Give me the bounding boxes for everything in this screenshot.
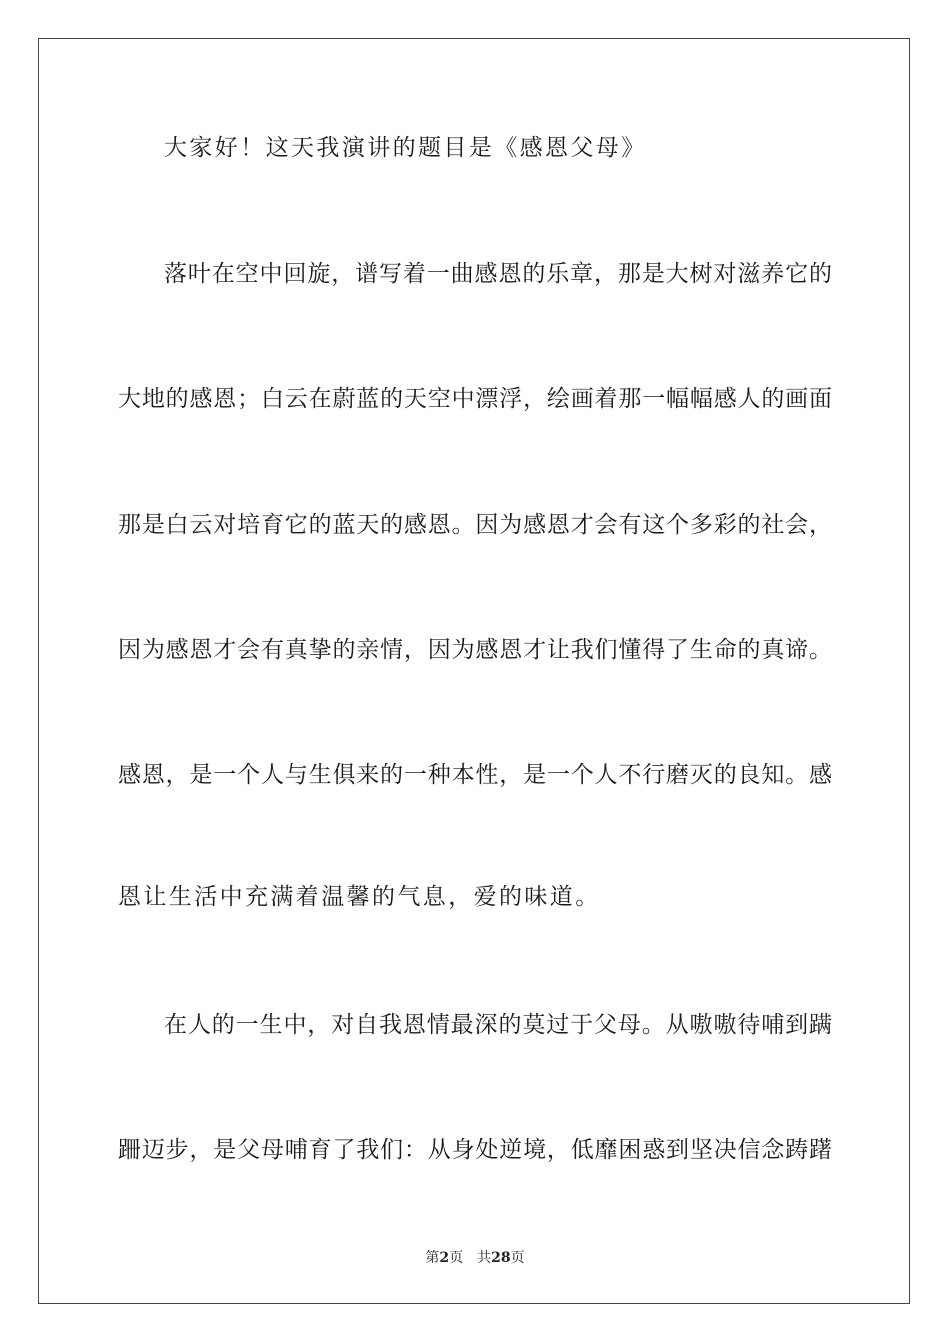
text-line-7: 恩让生活中充满着温馨的气息，爱的味道。: [118, 884, 601, 910]
total-label-prefix: 共: [477, 1250, 492, 1266]
text-line-1: 大家好！这天我演讲的题目是《感恩父母》: [164, 135, 647, 161]
text-line-2: 落叶在空中回旋，谱写着一曲感恩的乐章，那是大树对滋养它的: [164, 261, 832, 287]
page-label-suffix: 页: [449, 1250, 464, 1266]
text-line-6: 感恩，是一个人与生俱来的一种本性，是一个人不行磨灭的良知。感: [118, 762, 832, 788]
page-frame: [38, 38, 910, 1304]
total-label-suffix: 页: [510, 1250, 525, 1266]
text-line-9: 跚迈步，是父母哺育了我们：从身处逆境，低靡困惑到坚决信念踌躇: [118, 1137, 832, 1163]
page-label-prefix: 第: [425, 1250, 440, 1266]
text-line-8: 在人的一生中，对自我恩情最深的莫过于父母。从嗷嗷待哺到蹒: [164, 1012, 832, 1038]
text-line-5: 因为感恩才会有真挚的亲情，因为感恩才让我们懂得了生命的真谛。: [118, 637, 832, 663]
page-number: 2: [439, 1250, 450, 1266]
text-line-3: 大地的感恩；白云在蔚蓝的天空中漂浮，绘画着那一幅幅感人的画面: [118, 386, 832, 412]
page-footer: [0, 1247, 950, 1267]
text-line-4: 那是白云对培育它的蓝天的感恩。因为感恩才会有这个多彩的社会，: [118, 512, 832, 538]
total-pages: 28: [491, 1250, 511, 1266]
